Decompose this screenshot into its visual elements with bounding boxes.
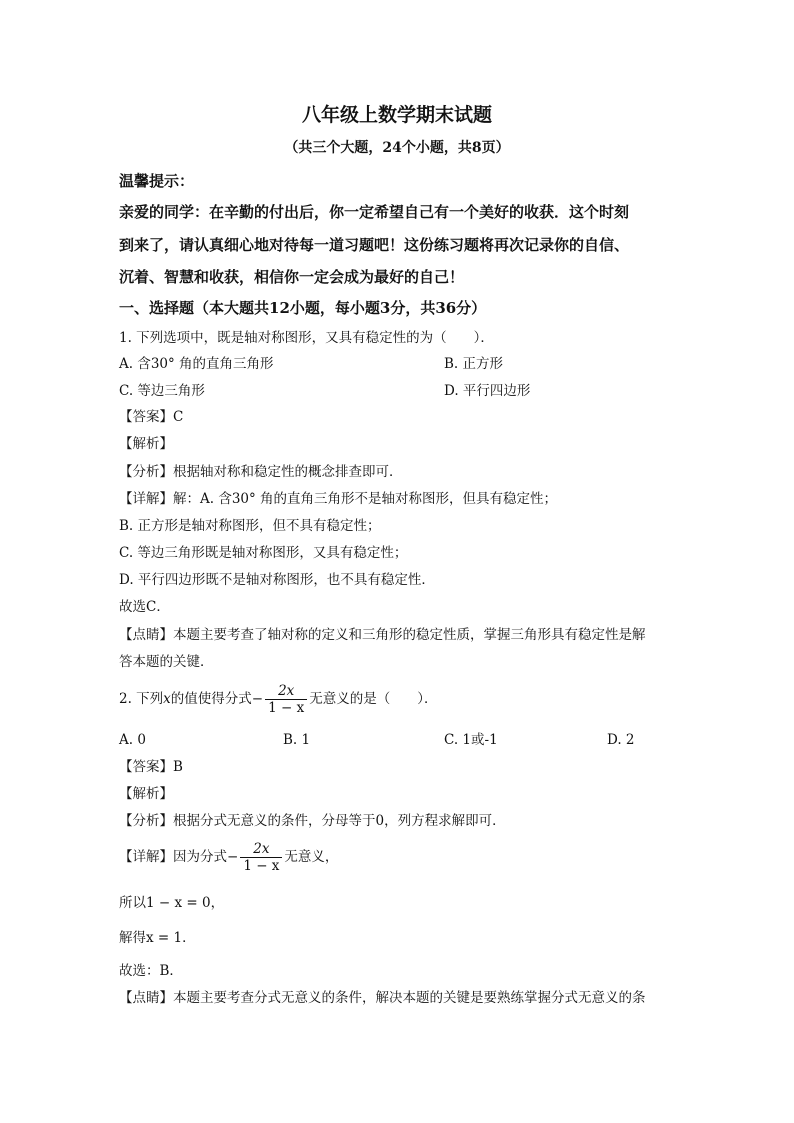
q2-stem-pre: 2. 下列 [119,691,164,707]
q2-comment-line: 【点睛】本题主要考查分式无意义的条件，解决本题的关键是要熟练掌握分式无意义的条 [119,990,646,1006]
q2-detail-post: 无意义， [284,849,339,865]
q1-option-a: A. 含30° 角的直角三角形 [119,356,274,372]
q2-detail-frac-sign: − [227,849,239,865]
q2-option-b: B. 1 [283,732,311,748]
q2-stem-post: 无意义的是（ ）． [309,691,438,707]
question-2-stem [119,682,437,716]
q2-answer: 【答案】B [119,759,183,775]
q1-answer: 【答案】C [119,409,184,425]
q2-detail-pre: 【详解】因为分式 [119,849,227,865]
q2-so-line: 所以1 − x = 0， [119,895,225,911]
q2-option-d: D. 2 [607,732,635,748]
q2-fraction [265,683,307,716]
q2-detail-frac-numerator: 2x [240,841,282,858]
page-title: 八年级上数学期末试题 [301,104,492,126]
page-subtitle: （共三个大题，24个小题，共8页） [284,140,510,156]
q1-analysis-line: 【分析】根据轴对称和稳定性的概念排查即可． [119,464,403,480]
q2-detail-frac-denominator: 1 − x [243,858,280,874]
q1-option-d: D. 平行四边形 [444,383,531,399]
q1-analysis-line: 【点睛】本题主要考查了轴对称的定义和三角形的稳定性质，掌握三角形具有稳定性是解 [119,627,646,643]
q2-solve-line: 解得x = 1． [119,930,196,946]
q1-analysis-label: 【解析】 [119,436,173,452]
q2-option-a: A. 0 [119,732,146,748]
q1-analysis-line: 故选C． [119,599,170,615]
q2-frac-denominator: 1 − x [268,700,305,716]
q1-analysis-line: B. 正方形是轴对称图形，但不具有稳定性； [119,518,381,534]
q2-option-c: C. 1或-1 [444,732,498,748]
q1-analysis-line: D. 平行四边形既不是轴对称图形，也不具有稳定性． [119,572,435,588]
q1-analysis-line: C. 等边三角形既是轴对称图形，又具有稳定性； [119,545,408,561]
tips-line: 沉着、智慧和收获，相信你一定会成为最好的自己！ [119,268,465,286]
q1-option-b: B. 正方形 [444,356,504,372]
q2-frac-sign: − [251,691,264,707]
section-heading: 一、选择题（本大题共12小题，每小题3分，共36分） [119,299,487,317]
q1-analysis-line: 答本题的关键． [119,654,214,670]
tips-line: 亲爱的同学：在辛勤的付出后，你一定希望自己有一个美好的收获．这个时刻 [119,203,630,221]
q2-choose-line: 故选：B． [119,963,183,979]
q1-analysis-line: 【详解】解：A. 含30° 角的直角三角形不是轴对称图形，但具有稳定性； [119,491,558,507]
q2-analysis-label: 【解析】 [119,786,173,802]
q2-stem-var: x [163,691,171,707]
q2-detail-line [119,840,338,874]
q2-frac-numerator: 2x [265,683,307,700]
q1-option-c: C. 等边三角形 [119,383,205,399]
question-1-stem: 1. 下列选项中，既是轴对称图形，又具有稳定性的为（ ）． [119,330,494,346]
q2-stem-mid: 的值使得分式 [170,691,252,707]
tips-heading: 温馨提示： [119,172,195,190]
q2-detail-fraction [240,841,282,874]
tips-line: 到来了，请认真细心地对待每一道习题吧！这份练习题将再次记录你的自信、 [119,236,630,254]
q2-analysis-line: 【分析】根据分式无意义的条件，分母等于0，列方程求解即可． [119,813,506,829]
